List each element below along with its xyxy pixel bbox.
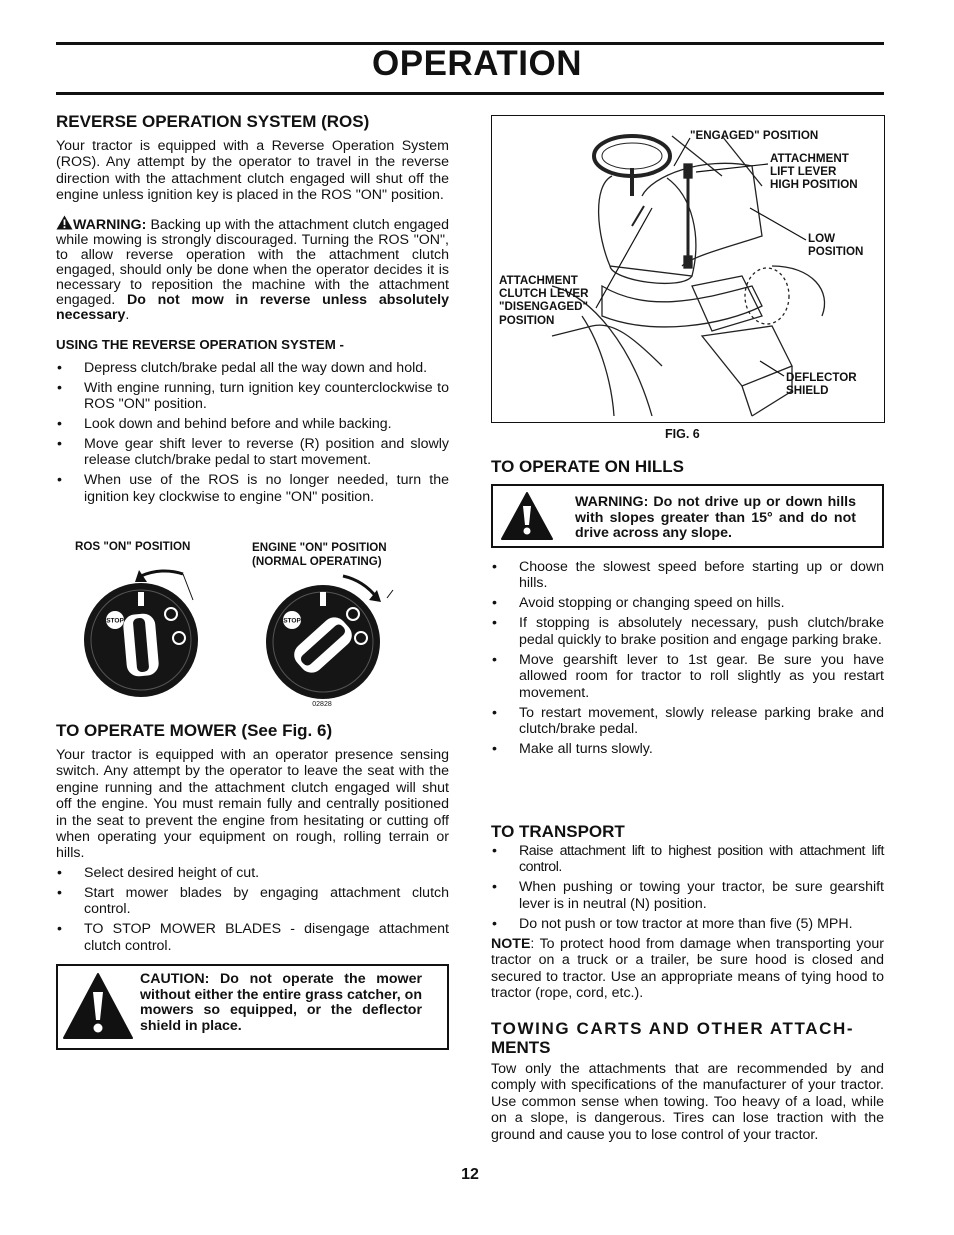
towing-text: Tow only the attachments that are recommended by and comply with specifications of the manufacturer of your tractor. Use common sense when towing. Too heavy of a load, while on a slope, is dangerous. Tires can lose traction with the ground and cause you to lose control of your tractor. — [491, 1061, 884, 1143]
ros-on-switch — [84, 570, 198, 697]
fig6-label-low-line: LOW — [808, 232, 836, 245]
list-item: • Raise attachment lift to highest position with attachment lift control. — [491, 843, 884, 876]
ros-steps — [56, 360, 449, 506]
switch-left-caption: ROS "ON" POSITION — [75, 540, 191, 553]
list-item: • Move gear shift lever to reverse (R) position and slowly release clutch/brake pedal to start movement. — [56, 436, 449, 469]
switch-right-caption-1: ENGINE "ON" POSITION — [252, 541, 387, 554]
list-item: • Select desired height of cut. — [56, 865, 449, 881]
list-item: • Move gearshift lever to 1st gear. Be sure you have allowed room for tractor to roll slightly as you restart movement. — [491, 652, 884, 701]
list-item: • Depress clutch/brake pedal all the way down and hold. — [56, 360, 449, 376]
fig6-label-deflector — [786, 371, 857, 397]
page-number: 12 — [461, 1166, 479, 1183]
page-title: OPERATION — [372, 44, 582, 83]
list-item: • Start mower blades by engaging attachment clutch control. — [56, 885, 449, 918]
fig6-label-clutch-line: POSITION — [499, 313, 555, 327]
fig6-label-engaged: "ENGAGED" POSITION — [690, 129, 819, 142]
ros-heading: REVERSE OPERATION SYSTEM (ROS) — [56, 112, 370, 131]
hills-steps — [491, 559, 884, 761]
transport-note — [491, 936, 884, 1002]
caution-text: CAUTION: Do not operate the mower without either the entire grass catcher, on mowers so equipped, or the deflector shield in place. — [140, 971, 422, 1034]
fig6-label-lift-line: ATTACHMENT — [770, 152, 849, 165]
fig6-label-lift — [770, 152, 858, 192]
mower-intro: Your tractor is equipped with an operator presence sensing switch. Any attempt by the operator to leave the seat with the engine running and the attachment clutch engaged will shut off the engine. You must remain fully and centrally positioned in the seat to prevent the engine from hesitating or cutting off when operating your equipment on rough, rolling terrain or hills. — [56, 747, 449, 862]
warning-label: WARNING: — [73, 216, 147, 233]
mower-section — [56, 721, 449, 958]
fig6-label-clutch-line: CLUTCH LEVER — [499, 287, 589, 301]
stop-label: STOP — [283, 617, 301, 625]
warning-icon — [56, 215, 73, 230]
ros-warning — [56, 215, 449, 323]
towing-heading-line: TOWING CARTS AND OTHER ATTACH- — [491, 1019, 855, 1038]
fig6-label-low — [808, 232, 863, 258]
towing-section — [491, 1019, 884, 1143]
list-item: • When pushing or towing your tractor, be sure gearshift lever is in neutral (N) position. — [491, 879, 884, 912]
list-item: • If stopping is absolutely necessary, push clutch/brake pedal quickly to brake position and engage parking brake. — [491, 615, 884, 648]
hills-heading: TO OPERATE ON HILLS — [491, 457, 684, 476]
switch-right-caption-2: (NORMAL OPERATING) — [252, 555, 382, 568]
figure-code: 02828 — [312, 701, 332, 708]
note-text: : To protect hood from damage when transporting your tractor on a truck or a trailer, be sure hood is closed and secured to tractor. Use an appropriate means of tying hood to tractor (rope, cord, etc.). — [491, 935, 884, 1002]
fig6-label-lift-line: LIFT LEVER — [770, 165, 837, 179]
engine-on-switch — [266, 576, 393, 708]
ros-intro: Your tractor is equipped with a Reverse Operation System (ROS). Any attempt by the operator to travel in the reverse direction with the attachment clutch engaged will shut off the engine unless ignition key is placed in the ROS "ON" position. — [56, 138, 449, 204]
fig6-label-deflector-line: SHIELD — [786, 384, 829, 398]
warning-icon — [500, 490, 554, 542]
mower-heading: TO OPERATE MOWER (See Fig. 6) — [56, 721, 333, 740]
list-item: • Make all turns slowly. — [491, 741, 884, 757]
list-item: • Avoid stopping or changing speed on hills. — [491, 595, 884, 611]
fig6-label-clutch-line: ATTACHMENT — [499, 274, 578, 287]
towing-heading-line: MENTS — [491, 1038, 551, 1057]
note-label: NOTE — [491, 935, 531, 952]
ros-section — [56, 112, 449, 509]
mower-steps — [56, 865, 449, 954]
fig6-label-lift-line: HIGH POSITION — [770, 178, 858, 192]
fig6-label-clutch-line: "DISENGAGED" — [499, 300, 588, 314]
towing-heading — [491, 1019, 884, 1057]
fig6-label-deflector-line: DEFLECTOR — [786, 371, 857, 384]
title-rule — [56, 92, 884, 95]
transport-steps — [491, 843, 884, 932]
list-item: • TO STOP MOWER BLADES - disengage attachment clutch control. — [56, 921, 449, 954]
hills-warning-text: WARNING: Do not drive up or down hills with slopes greater than 15° and do not drive across any slope. — [575, 494, 856, 542]
list-item: • Do not push or tow tractor at more than five (5) MPH. — [491, 916, 884, 932]
list-item: • Choose the slowest speed before starting up or down hills. — [491, 559, 884, 592]
warning-text: Backing up with the attachment clutch engaged while mowing is strongly discouraged. Turning the ROS "ON", to allow reverse operation with the attachment clutch engaged, should only be done when the operator decides it is necessary to reposition the machine with the attachment engaged. — [56, 216, 450, 308]
list-item: • When use of the ROS is no longer needed, turn the ignition key clockwise to engine "ON" position. — [56, 472, 449, 505]
list-item: • Look down and behind before and while backing. — [56, 416, 449, 432]
list-item: • To restart movement, slowly release parking brake and clutch/brake pedal. — [491, 705, 884, 738]
fig6-caption: FIG. 6 — [665, 427, 700, 441]
fig6-label-low-line: POSITION — [808, 245, 864, 259]
ignition-switch-illustration — [75, 562, 405, 712]
warning-end: . — [125, 306, 130, 323]
warning-bold: Do not mow in reverse unless absolutely necessary — [56, 291, 449, 323]
using-ros-heading: USING THE REVERSE OPERATION SYSTEM - — [56, 336, 344, 352]
stop-label: STOP — [106, 617, 124, 625]
caution-icon — [62, 970, 134, 1042]
transport-heading: TO TRANSPORT — [491, 822, 625, 841]
transport-section — [491, 822, 884, 1001]
fig6-label-clutch — [499, 274, 589, 327]
list-item: • With engine running, turn ignition key counterclockwise to ROS "ON" position. — [56, 380, 449, 413]
